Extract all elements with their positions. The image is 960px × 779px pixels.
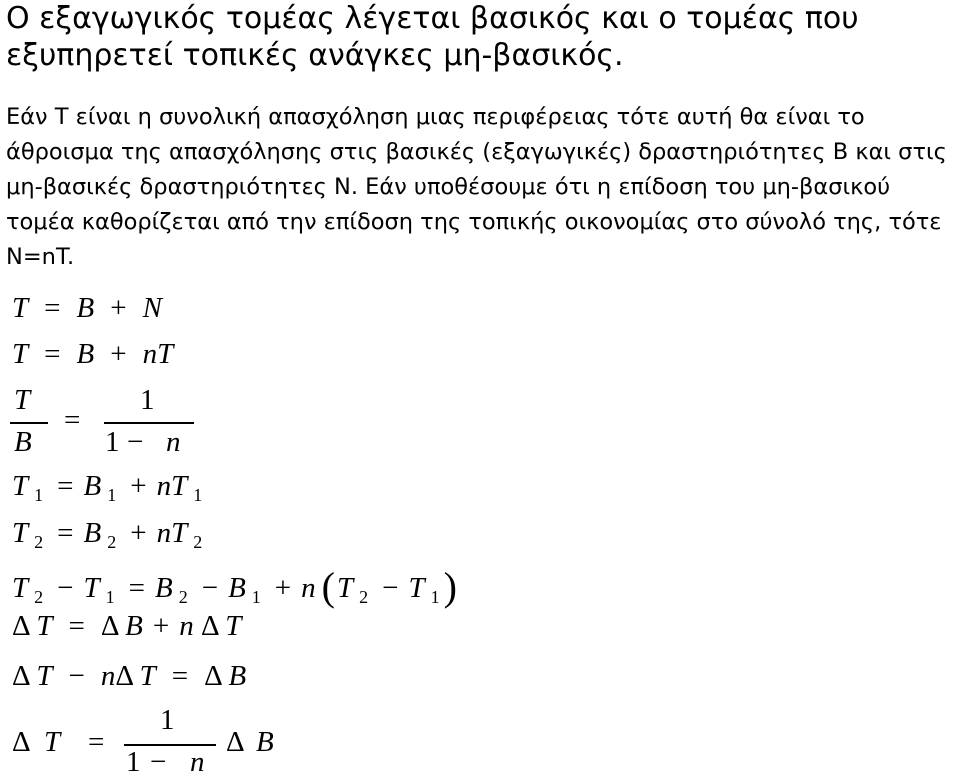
subscript-2: 2 [359, 587, 369, 607]
equation-1 [12, 292, 162, 325]
subscript-1: 1 [107, 485, 117, 505]
subscript-2: 2 [178, 587, 188, 607]
equals: = [44, 338, 61, 370]
subscript-1: 1 [34, 485, 44, 505]
frac-den-B: B [14, 426, 32, 458]
right-paren: ) [443, 564, 457, 609]
subscript-2: 2 [193, 532, 203, 552]
frac-num-T: T [14, 384, 31, 416]
subscript-1: 1 [430, 587, 440, 607]
minus: − [382, 572, 399, 604]
equals: = [128, 572, 145, 604]
var-T: T [408, 572, 425, 604]
var-T: T [12, 517, 29, 549]
var-T: T [12, 572, 29, 604]
equation-4 [12, 470, 206, 506]
var-B: B [125, 610, 143, 642]
var-n: n [190, 746, 205, 778]
equation-7 [12, 610, 241, 643]
minus: − [127, 426, 144, 458]
var-T: T [12, 338, 29, 370]
var-B: B [83, 517, 102, 549]
subscript-2: 2 [34, 587, 44, 607]
var-nT: nT [156, 517, 188, 549]
plus: + [274, 572, 292, 604]
equation-2 [12, 338, 173, 371]
equation-6 [12, 563, 457, 610]
delta: Δ [12, 660, 30, 692]
equals: = [57, 517, 74, 549]
var-T: T [36, 660, 53, 692]
equals: = [68, 610, 85, 642]
minus: − [201, 572, 219, 604]
delta: Δ [200, 610, 219, 642]
plus: + [152, 610, 170, 642]
var-B: B [76, 338, 95, 370]
plus: + [110, 338, 127, 370]
var-B: B [256, 726, 274, 758]
var-n: n [179, 610, 194, 642]
fraction-bar [104, 422, 194, 424]
plus: + [110, 292, 127, 324]
var-T: T [139, 660, 156, 692]
subscript-2: 2 [107, 532, 117, 552]
var-n: n [301, 572, 316, 604]
equation-8 [12, 660, 246, 693]
var-T: T [83, 572, 100, 604]
var-B: B [228, 572, 246, 604]
delta: Δ [12, 726, 31, 758]
fraction-bar [10, 422, 48, 424]
slide-title: Ο εξαγωγικός τομέας λέγεται βασικός και ο τομέας που εξυπηρετεί τοπικές ανάγκες μη-βασικός. [6, 1, 859, 73]
plus: + [130, 470, 147, 502]
var-T: T [36, 610, 53, 642]
var-T: T [225, 610, 242, 642]
delta: Δ [115, 660, 133, 692]
subscript-1: 1 [251, 587, 261, 607]
frac-den-one: 1 [105, 426, 120, 458]
delta: Δ [100, 610, 118, 642]
var-N: N [142, 292, 162, 324]
subscript-1: 1 [105, 587, 115, 607]
var-nT: nT [156, 470, 188, 502]
subscript-1: 1 [193, 485, 203, 505]
subscript-2: 2 [34, 532, 44, 552]
delta: Δ [204, 660, 222, 692]
var-T: T [12, 292, 29, 324]
delta: Δ [226, 726, 245, 758]
var-n: n [166, 426, 181, 458]
var-T: T [12, 470, 29, 502]
minus: − [68, 660, 85, 692]
var-B: B [155, 572, 173, 604]
var-nT: nT [142, 338, 174, 370]
var-n: n [100, 660, 116, 692]
frac-num-one: 1 [140, 384, 155, 416]
frac-num-one: 1 [160, 704, 175, 736]
equals: = [64, 404, 81, 436]
var-B: B [76, 292, 95, 324]
equals: = [88, 726, 105, 758]
frac-den-one: 1 [126, 746, 141, 778]
equals: = [44, 292, 61, 324]
var-T: T [44, 726, 61, 758]
equals: = [171, 660, 189, 692]
var-B: B [83, 470, 102, 502]
delta: Δ [12, 610, 30, 642]
var-T: T [336, 572, 354, 604]
left-paren: ( [321, 564, 335, 609]
equation-5 [12, 517, 206, 553]
minus: − [57, 572, 74, 604]
body-paragraph: Εάν T είναι η συνολική απασχόληση μιας περιφέρειας τότε αυτή θα είναι το άθροισμα της απασχόλησης στις βασικές (εξαγωγικές) δραστηριότητες B και στις μη-βασικές δραστηριότητες N. Εάν υποθέσουμε ότι η επίδοση του μη-βασικού τομέα καθορίζεται από την επίδοση της τοπικής οικονομίας στο σύνολό της, τότε N=nT. [6, 104, 947, 270]
plus: + [130, 517, 147, 549]
minus: − [150, 746, 167, 778]
equals: = [57, 470, 74, 502]
var-B: B [228, 660, 247, 692]
